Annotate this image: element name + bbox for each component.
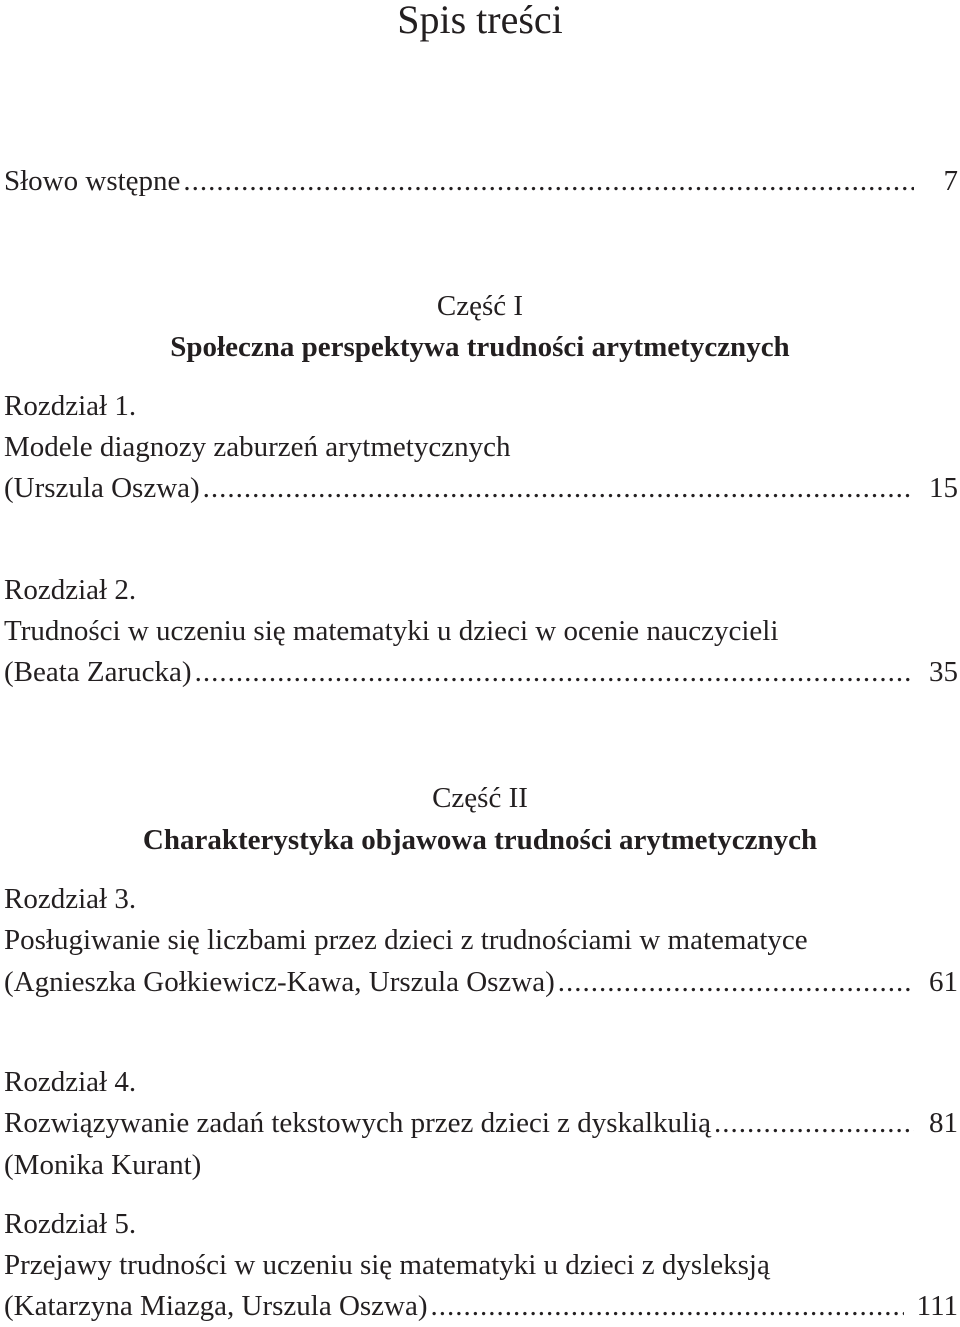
part-subtitle: Społeczna perspektywa trudności arytmetycznych [170, 331, 790, 363]
page-number: 35 [929, 656, 958, 688]
toc-entry-chapter-4[interactable] [4, 1103, 958, 1144]
toc-entry-label: Słowo wstępne [4, 165, 181, 197]
chapter-authors: (Katarzyna Miazga, Urszula Oszwa) [4, 1290, 428, 1322]
chapter-number: Rozdział 4. [4, 1066, 137, 1098]
toc-entry-preface[interactable] [4, 161, 958, 202]
page-title: Spis treści [397, 0, 563, 42]
part-heading: Część I [436, 290, 524, 322]
dot-leader [431, 1286, 904, 1327]
part-subtitle: Charakterystyka objawowa trudności arytmetycznych [142, 824, 818, 856]
chapter-title: Posługiwanie się liczbami przez dzieci z trudnościami w matematyce [4, 924, 808, 956]
chapter-authors: (Urszula Oszwa) [4, 472, 200, 504]
page-number: 111 [916, 1290, 958, 1322]
toc-entry-chapter-1[interactable] [4, 468, 958, 509]
page-number: 81 [929, 1107, 958, 1139]
dot-leader [195, 652, 914, 693]
part-heading: Część II [432, 782, 528, 814]
chapter-number: Rozdział 3. [4, 883, 137, 915]
chapter-title: Trudności w uczeniu się matematyki u dzieci w ocenie nauczycieli [4, 615, 779, 647]
chapter-title: Przejawy trudności w uczeniu się matematyki u dzieci z dysleksją [4, 1249, 770, 1281]
page-number: 61 [929, 966, 958, 998]
chapter-number: Rozdział 2. [4, 574, 137, 606]
chapter-title: Modele diagnozy zaburzeń arytmetycznych [4, 431, 511, 463]
dot-leader [714, 1103, 914, 1144]
chapter-authors: (Monika Kurant) [4, 1149, 202, 1181]
dot-leader [183, 161, 914, 202]
toc-entry-chapter-3[interactable] [4, 962, 958, 1003]
toc-entry-chapter-5[interactable] [4, 1286, 958, 1327]
chapter-title: Rozwiązywanie zadań tekstowych przez dzieci z dyskalkulią [4, 1107, 711, 1139]
chapter-number: Rozdział 1. [4, 390, 137, 422]
chapter-number: Rozdział 5. [4, 1208, 137, 1240]
toc-entry-chapter-2[interactable] [4, 652, 958, 693]
dot-leader [558, 962, 914, 1003]
page-number: 15 [929, 472, 958, 504]
dot-leader [203, 468, 914, 509]
chapter-authors: (Beata Zarucka) [4, 656, 192, 688]
page-number: 7 [943, 165, 958, 197]
chapter-authors: (Agnieszka Gołkiewicz-Kawa, Urszula Oszwa) [4, 966, 555, 998]
